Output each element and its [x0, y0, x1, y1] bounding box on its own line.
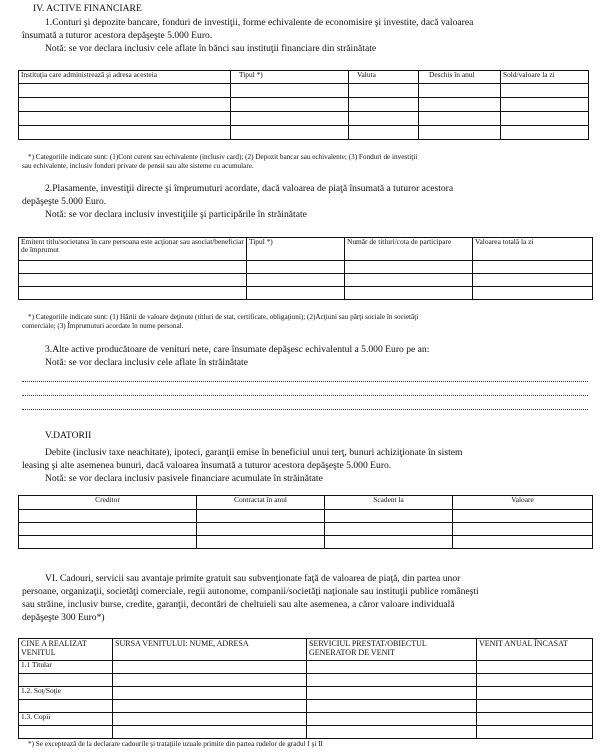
bank-accounts-table [18, 70, 589, 140]
table-header: Deschis în anul [419, 71, 501, 84]
table-cell[interactable] [247, 274, 345, 287]
table-header: Creditor [19, 496, 197, 510]
table-cell[interactable] [419, 112, 501, 126]
section6-line-2: persoane, organizaţii, societăţi comerciale, regii autonome, companii/societăţi naţionale sau instituţii publice româneşti [22, 586, 479, 597]
table-cell[interactable] [473, 274, 593, 287]
table-cell[interactable] [19, 261, 247, 274]
table-cell[interactable] [349, 84, 419, 98]
table-cell[interactable] [473, 287, 593, 300]
table-cell[interactable] [477, 726, 593, 739]
table-cell[interactable] [453, 510, 593, 523]
table-cell[interactable] [477, 700, 593, 713]
section6-line-3: sau străine, inclusiv burse, credite, garanţii, decontări de cheltuieli sau alte asemenea, a căror valoare individuală [22, 599, 455, 610]
table-cell[interactable] [19, 523, 197, 536]
table-header: SERVICIUL PRESTAT/OBIECTUL GENERATOR DE VENIT [307, 639, 477, 661]
table-cell[interactable] [19, 536, 197, 549]
section-title-datorii: V.DATORII [45, 430, 92, 441]
table-cell[interactable] [419, 84, 501, 98]
fill-in-line[interactable] [22, 409, 588, 410]
table-cell[interactable] [325, 523, 453, 536]
footnote-2-line-1: *) Categoriile indicate sunt: (1) Hârtii de valoare deţinute (titluri de stat, certificate, obligaţiuni); (2)Acţiuni sau părţi sociale în societăţi [28, 313, 419, 321]
paragraph-1-note: Notă: se vor declara inclusiv cele aflate în bănci sau instituţii financiare din străinătate [45, 43, 377, 54]
table-row[interactable] [19, 274, 593, 287]
table-cell[interactable] [113, 661, 307, 674]
table-header: Instituţia care administrează şi adresa acesteia [19, 71, 231, 84]
section5-line-2: leasing şi alte asemenea bunuri, dacă valoarea însumată a tuturor acestora depăşeşte 5.000 Euro. [22, 460, 392, 471]
footnote-1-line-1: *) Categoriile indicate sunt: (1)Cont curent sau echivalente (inclusiv card); (2) Depozit bancar sau echivalente; (3) Fonduri de investiţii [28, 153, 418, 161]
table-cell[interactable] [19, 112, 231, 126]
table-cell[interactable] [501, 112, 589, 126]
table-header: Tipul *) [231, 71, 349, 84]
table-row[interactable] [19, 713, 593, 726]
paragraph-2-line-2: depăşeşte 5.000 Euro. [22, 196, 107, 207]
table-row[interactable] [19, 510, 593, 523]
table-header: Valuta [349, 71, 419, 84]
paragraph-3-note: Notă: se vor declara inclusiv cele aflate în străinătate [45, 357, 248, 368]
table-header: Sold/valoare la zi [501, 71, 589, 84]
table-cell[interactable] [113, 674, 307, 687]
table-cell[interactable] [19, 84, 231, 98]
row-label [19, 674, 113, 687]
table-cell[interactable] [19, 287, 247, 300]
table-header: Număr de titluri/cota de participare [345, 238, 473, 261]
table-cell[interactable] [113, 713, 307, 726]
table-cell[interactable] [453, 523, 593, 536]
table-cell[interactable] [19, 126, 231, 140]
table-row[interactable] [19, 98, 589, 112]
table-cell[interactable] [501, 84, 589, 98]
table-cell[interactable] [197, 510, 325, 523]
table-cell[interactable] [453, 536, 593, 549]
table-cell[interactable] [473, 261, 593, 274]
paragraph-2-line-1: 2.Plasamente, investiţii directe şi împrumuturi acordate, dacă valoarea de piaţă însumată a tuturor acestora [45, 183, 454, 194]
table-cell[interactable] [501, 126, 589, 140]
section-title-active-financiare: IV. ACTIVE FINANCIARE [33, 3, 142, 14]
paragraph-1-line-2: însumată a tuturor acestora depăşeşte 5.000 Euro. [22, 30, 213, 41]
table-cell[interactable] [307, 687, 477, 700]
table-cell[interactable] [307, 674, 477, 687]
table-cell[interactable] [197, 536, 325, 549]
table-row[interactable] [19, 687, 593, 700]
table-cell[interactable] [349, 112, 419, 126]
footnote-2-line-2: comerciale; (3) Împrumuturi acordate în nume personal. [22, 322, 184, 330]
row-label: 1.1 Titular [19, 661, 113, 674]
table-row[interactable] [19, 523, 593, 536]
table-cell[interactable] [345, 261, 473, 274]
table-cell[interactable] [19, 510, 197, 523]
row-label [19, 700, 113, 713]
table-cell[interactable] [501, 98, 589, 112]
table-row[interactable] [19, 674, 593, 687]
row-label: 1.2. Soţ/Soţie [19, 687, 113, 700]
table-header: CINE A REALIZAT VENITUL [19, 639, 113, 661]
table-header: Contractat în anul [197, 496, 325, 510]
table-cell[interactable] [19, 274, 247, 287]
table-cell[interactable] [477, 687, 593, 700]
row-label [19, 726, 113, 739]
table-row[interactable] [19, 726, 593, 739]
table-header: VENIT ANUAL ÎNCASAT [477, 639, 593, 661]
table-cell[interactable] [247, 287, 345, 300]
table-header: Valoarea totală la zi [473, 238, 593, 261]
table-cell[interactable] [419, 126, 501, 140]
table-row[interactable] [19, 536, 593, 549]
row-label: 1.3. Copii [19, 713, 113, 726]
table-cell[interactable] [349, 126, 419, 140]
fill-in-line[interactable] [22, 381, 588, 382]
table-cell[interactable] [247, 261, 345, 274]
table-row[interactable] [19, 261, 593, 274]
table-cell[interactable] [307, 661, 477, 674]
table-row[interactable] [19, 287, 593, 300]
table-row[interactable] [19, 112, 589, 126]
fill-in-line[interactable] [22, 395, 588, 396]
paragraph-1-line-1: 1.Conturi şi depozite bancare, fonduri de investiţii, forme echivalente de economisire şi investite, dacă valoarea [45, 17, 474, 28]
table-row[interactable] [19, 700, 593, 713]
table-cell[interactable] [231, 84, 349, 98]
table-cell[interactable] [19, 98, 231, 112]
table-header: Tipul *) [247, 238, 345, 261]
section5-line-1: Debite (inclusiv taxe neachitate), ipoteci, garanţii emise în beneficiul unui terţ, bunuri achiziţionate în sistem [45, 447, 463, 458]
table-cell[interactable] [345, 274, 473, 287]
table-header: Scadent la [325, 496, 453, 510]
table-cell[interactable] [231, 112, 349, 126]
table-cell[interactable] [113, 687, 307, 700]
table-cell[interactable] [307, 713, 477, 726]
table-cell[interactable] [477, 674, 593, 687]
footnote-1-line-2: sau echivalente, inclusiv fonduri private de pensii sau alte sisteme cu acumulare. [22, 162, 254, 170]
gifts-table [18, 638, 593, 739]
table-cell[interactable] [325, 536, 453, 549]
table-cell[interactable] [197, 523, 325, 536]
section6-line-4: depăşeşte 300 Euro*) [22, 612, 105, 623]
table-header: SURSA VENITULUI: NUME, ADRESA [113, 639, 307, 661]
table-cell[interactable] [307, 726, 477, 739]
table-cell[interactable] [307, 700, 477, 713]
table-cell[interactable] [419, 98, 501, 112]
table-cell[interactable] [349, 98, 419, 112]
table-row[interactable] [19, 661, 593, 674]
paragraph-3-line-1: 3.Alte active producătoare de venituri nete, care însumate depăşesc echivalentul a 5.000 Euro pe an: [45, 344, 430, 355]
debts-table [18, 495, 593, 549]
section6-footnote: *) Se exceptează de la declarare cadourile şi trataţiile uzuale primite din partea rudelor de gradul I şi II [28, 740, 323, 748]
table-cell[interactable] [325, 510, 453, 523]
table-cell[interactable] [113, 726, 307, 739]
table-header: Valoare [453, 496, 593, 510]
table-cell[interactable] [113, 700, 307, 713]
table-cell[interactable] [231, 126, 349, 140]
table-cell[interactable] [345, 287, 473, 300]
table-row[interactable] [19, 126, 589, 140]
table-cell[interactable] [477, 661, 593, 674]
table-cell[interactable] [477, 713, 593, 726]
table-header: Emitent titlu/societatea în care persoana este acţionar sau asociat/beneficiar de împrumut [19, 238, 247, 261]
paragraph-2-note: Notă: se vor declara inclusiv investiţiile şi participările în străinătate [45, 209, 307, 220]
investments-table [18, 237, 593, 300]
section6-line-1: VI. Cadouri, servicii sau avantaje primite gratuit sau subvenţionate faţă de valoarea de piaţă, din partea unor [45, 573, 461, 584]
table-row[interactable] [19, 84, 589, 98]
table-cell[interactable] [231, 98, 349, 112]
section5-note: Notă: se vor declara inclusiv pasivele financiare acumulate în străinătate [45, 473, 323, 484]
